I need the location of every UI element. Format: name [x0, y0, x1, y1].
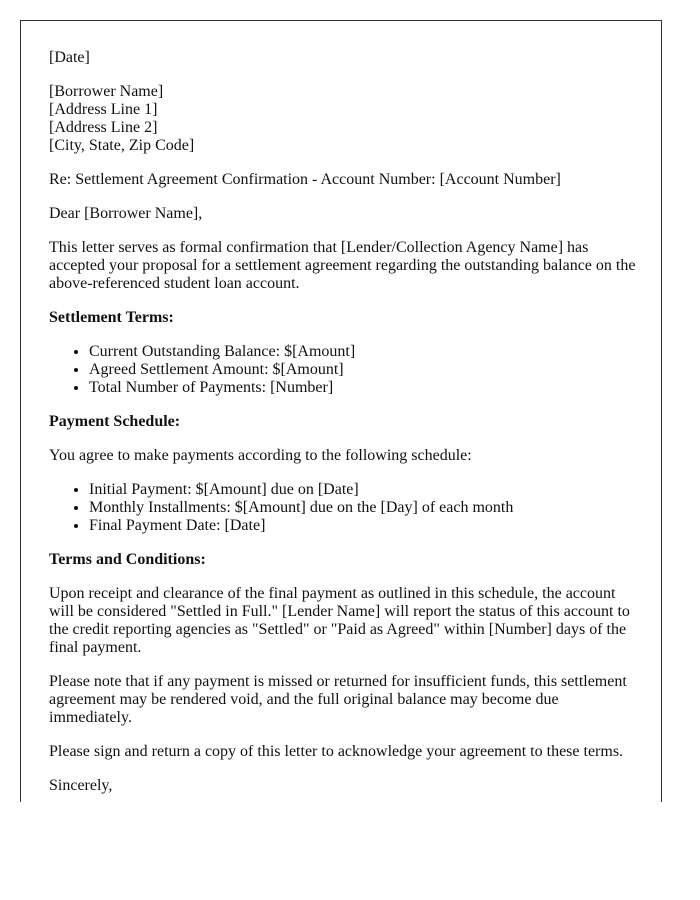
- salutation: Dear [Borrower Name],: [49, 205, 203, 222]
- payment-schedule-intro: You agree to make payments according to the following schedule:: [49, 447, 472, 464]
- letter-date: [Date]: [49, 49, 90, 66]
- closing: Sincerely,: [49, 777, 113, 794]
- letter-page: [20, 20, 662, 802]
- list-item: • Current Outstanding Balance: $[Amount]: [89, 343, 662, 361]
- settlement-terms-heading: Settlement Terms:: [49, 309, 174, 326]
- list-item: • Initial Payment: $[Amount] due on [Date]: [89, 481, 662, 499]
- borrower-name: [Borrower Name]: [49, 83, 164, 100]
- list-item: • Monthly Installments: $[Amount] due on the [Day] of each month: [89, 499, 662, 517]
- recipient-address: [49, 83, 637, 155]
- list-item: • Agreed Settlement Amount: $[Amount]: [89, 361, 662, 379]
- payment-schedule-heading: Payment Schedule:: [49, 413, 181, 430]
- settled-paragraph: Upon receipt and clearance of the final payment as outlined in this schedule, the account will be considered "Settled in Full." [Lender Name] will report the status of this account to the credit reporting agencies as "Settled" or "Paid as Agreed" within [Number] days of the final payment.: [49, 585, 630, 656]
- list-item: • Final Payment Date: [Date]: [89, 517, 662, 535]
- list-item: • Total Number of Payments: [Number]: [89, 379, 662, 397]
- settlement-terms-list: [49, 343, 662, 397]
- city-state-zip: [City, State, Zip Code]: [49, 137, 195, 154]
- void-notice-paragraph: Please note that if any payment is missed or returned for insufficient funds, this settlement agreement may be rendered void, and the full original balance may become due immediately.: [49, 673, 627, 726]
- subject-line: Re: Settlement Agreement Confirmation - Account Number: [Account Number]: [49, 171, 561, 188]
- address-line-1: [Address Line 1]: [49, 101, 158, 118]
- payment-schedule-list: [49, 481, 662, 535]
- address-line-2: [Address Line 2]: [49, 119, 158, 136]
- sign-return-paragraph: Please sign and return a copy of this letter to acknowledge your agreement to these terms.: [49, 743, 624, 760]
- intro-paragraph: This letter serves as formal confirmation that [Lender/Collection Agency Name] has accepted your proposal for a settlement agreement regarding the outstanding balance on the above-referenced student loan account.: [49, 239, 636, 292]
- terms-conditions-heading: Terms and Conditions:: [49, 551, 206, 568]
